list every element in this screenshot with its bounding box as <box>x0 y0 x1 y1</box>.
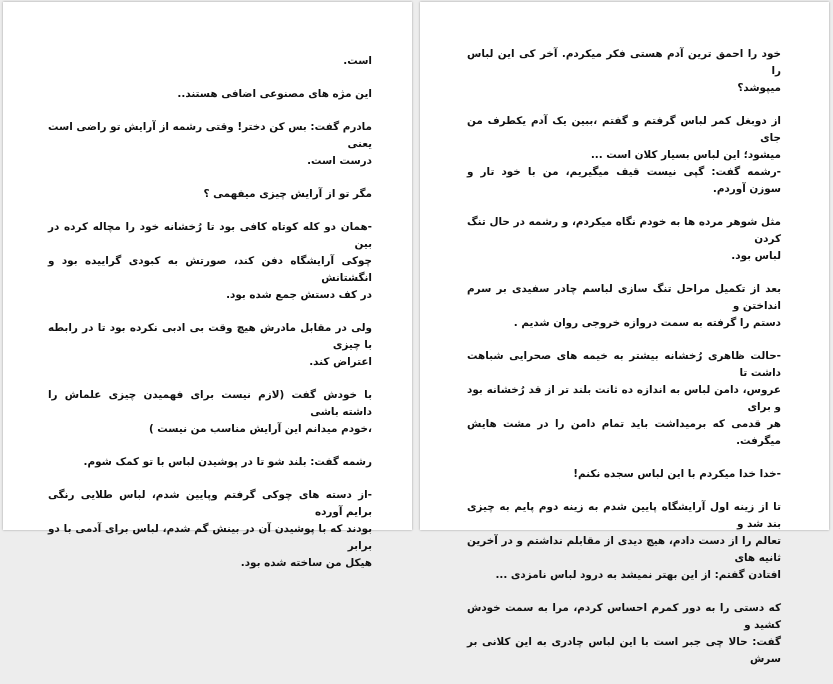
paragraph <box>48 320 372 371</box>
paragraph <box>467 46 781 97</box>
right-page-text <box>467 46 781 684</box>
text-line: مثل شوهر مرده ها به خودم نگاه میکردم، و رشمه در حال تنگ کردن <box>467 216 781 245</box>
paragraph <box>48 86 372 103</box>
text-line: هیکل من ساخته شده بود. <box>240 557 372 569</box>
text-line: گفت: حالا چی جبر است با این لباس چادری به این کلانی بر سرش <box>467 636 781 665</box>
paragraph <box>48 53 372 70</box>
text-line: که دستی را به دور کمرم احساس کردم، مرا به سمت خودش کشید و <box>467 602 781 631</box>
paragraph <box>467 466 781 483</box>
paragraph <box>48 454 372 471</box>
paragraph <box>467 214 781 265</box>
text-line: لباس بود. <box>731 250 781 262</box>
text-line: دستم را گرفته به سمت دروازه خروجی روان شدیم . <box>513 317 781 329</box>
text-line: اعتراض کند. <box>309 356 372 368</box>
paragraph <box>467 499 781 584</box>
text-line: میشود؛ این لباس بسیار کلان است ... <box>590 149 781 161</box>
paragraph <box>48 387 372 438</box>
text-line: در کف دستش جمع شده بود. <box>226 289 372 301</box>
text-line: این مژه های مصنوعی اضافی هستند.. <box>177 88 372 100</box>
text-line: است. <box>343 55 372 67</box>
text-line: رشمه گفت: بلند شو تا در پوشیدن لباس با تو کمک شوم. <box>83 456 372 468</box>
text-line: با خودش گفت (لازم نیست برای فهمیدن چیزی علماش را داشته باشی <box>48 389 372 418</box>
paragraph <box>48 487 372 572</box>
paragraph <box>467 348 781 450</box>
text-line: مادرم گفت: بس کن دختر! وقتی رشمه از آرایش تو راضی است یعنی <box>48 121 372 150</box>
right-page <box>420 2 829 665</box>
text-line: درست است. <box>307 155 372 167</box>
text-line: ولی در مقابل مادرش هیچ وقت بی ادبی نکرده بود تا در رابطه با چیزی <box>48 322 372 351</box>
text-line: از دوبغل کمر لباس گرفتم و گفتم ،ببین یک آدم یکطرف من جای <box>467 115 781 144</box>
text-line: مگر تو از آرایش چیزی میفهمی ؟ <box>203 188 372 200</box>
text-line: عروس، دامن لباس به اندازه ده ثانت بلند تر از قد رُخشانه بود و برای <box>467 384 781 413</box>
text-line: -رشمه گفت: گپی نیست قیف میگیریم، من با خود تار و سوزن آوردم. <box>467 166 781 195</box>
text-line: -حالت ظاهری رُخشانه بیشتر به خیمه های صحرایی شباهت داشت تا <box>467 350 781 379</box>
text-line: -همان دو کله کوتاه کافی بود تا رُخشانه خود را مچاله کرده در بین <box>48 221 372 250</box>
text-line: میپوشد؟ <box>737 82 781 94</box>
text-line: -از دسته های چوکی گرفتم وپایین شدم، لباس طلایی رنگی برایم آورده <box>48 489 372 518</box>
text-line: چوکی آرایشگاه دفن کند، صورتش به کبودی گراییده بود و انگشتانش <box>48 255 372 284</box>
text-line: هر قدمی که برمیداشت باید تمام دامن را در مشت هایش میگرفت. <box>467 418 781 447</box>
text-line: بودند که با پوشیدن آن در بینش گم شدم، لباس برای آدمی با دو برابر <box>48 523 372 552</box>
text-line: بعد از تکمیل مراحل تنگ سازی لباسم چادر سفیدی بر سرم انداختن و <box>467 283 781 312</box>
text-line: -خدا خدا میکردم با این لباس سجده نکنم! <box>573 468 781 480</box>
left-page <box>3 2 412 569</box>
text-line: تا از زینه اول آرایشگاه پایین شدم به زینه دوم پایم به چیزی بند شد و <box>467 501 781 530</box>
paragraph <box>467 600 781 668</box>
text-line: افتادن گفتم: از این بهتر نمیشد به درود لباس نامزدی ... <box>495 569 781 581</box>
paragraph <box>48 186 372 203</box>
text-line: خود را احمق ترین آدم هستی فکر میکردم. آخر کی این لباس را <box>467 48 781 77</box>
paragraph <box>467 281 781 332</box>
paragraph <box>48 119 372 170</box>
paragraph <box>467 113 781 198</box>
text-line: ،خودم میدانم این آرایش مناسب من نیست ) <box>148 423 372 435</box>
paragraph <box>48 219 372 304</box>
text-line: تعالم را از دست دادم، هیچ دیدی از مقابلم نداشتم و در آخرین ثانیه های <box>467 535 781 564</box>
left-page-text <box>48 53 372 588</box>
